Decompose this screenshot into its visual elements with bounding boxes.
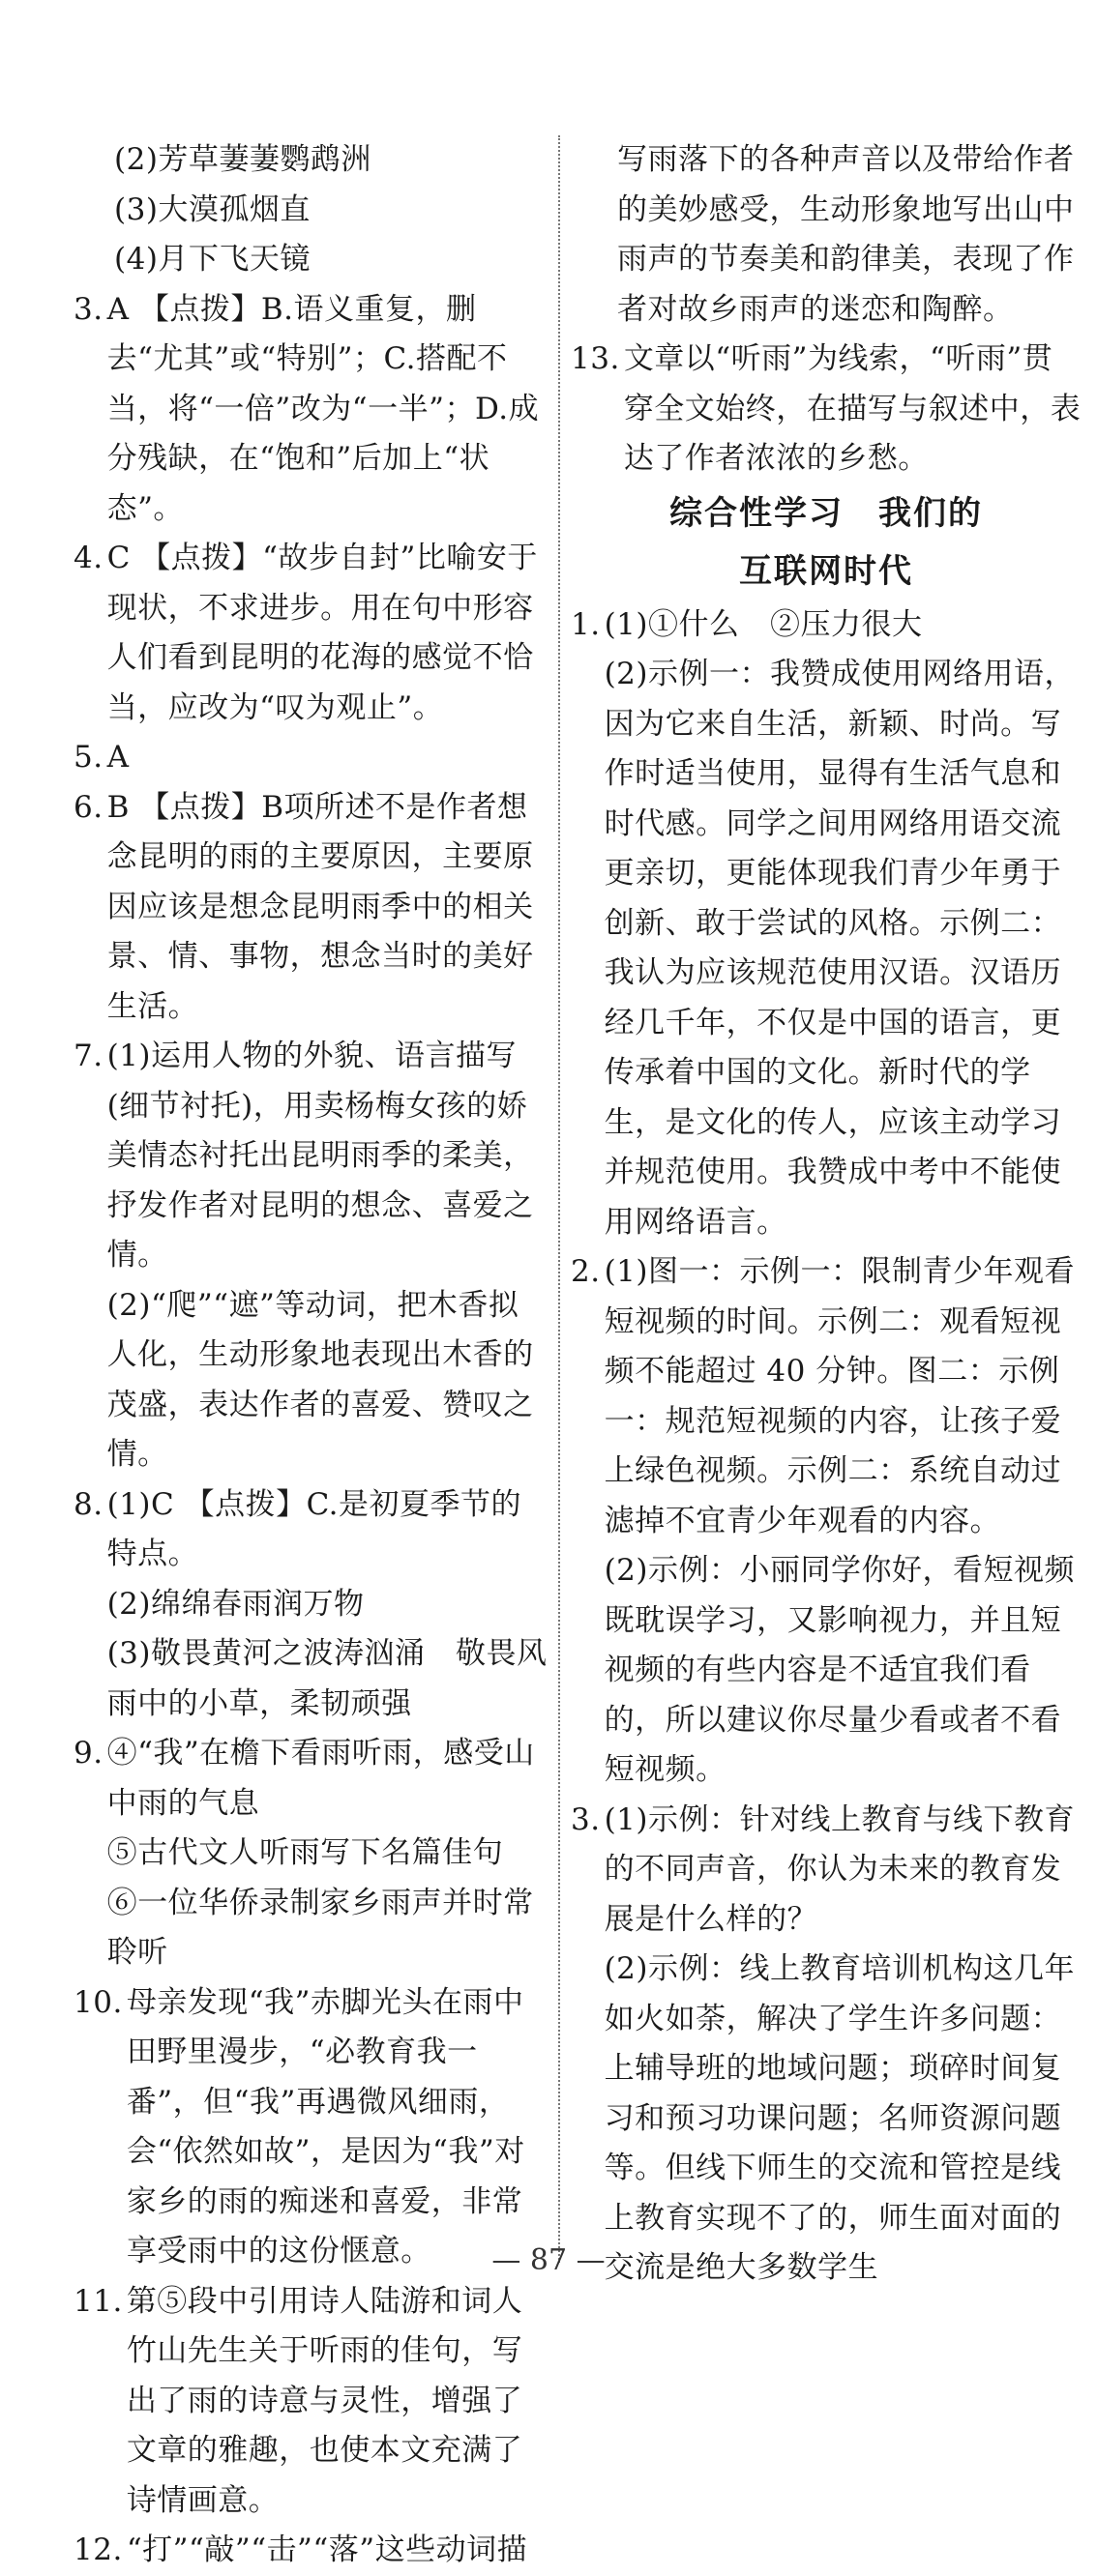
- question-number: 7.: [74, 1039, 104, 1073]
- answer-part: (2)示例：线上教育培训机构这几年如火如荼，解决了学生许多问题：上辅导班的地域问题；琐碎时间复习和预习功课问题；名师资源问题等。但线下师生的交流和管控是线上教育实现不了的，师生面对面的交流是绝大多数学生: [604, 1951, 1075, 2285]
- question-number: 5.: [74, 740, 104, 775]
- question-number: 12.: [74, 2532, 123, 2567]
- question-number: 8.: [74, 1486, 104, 1522]
- answer-part: (1)C 【点拨】C.是初夏季节的特点。: [106, 1486, 522, 1571]
- section-answer-2: [571, 1247, 1082, 1796]
- section-title: [571, 484, 1082, 600]
- question-number: 11.: [74, 2283, 123, 2319]
- answer-part: (1)示例：针对线上教育与线下教育的不同声音，你认为未来的教育发展是什么样的？: [604, 1801, 1075, 1937]
- answer-7: [74, 1032, 548, 1480]
- answer-part: ⑥一位华侨录制家乡雨声并时常聆听: [106, 1885, 534, 1970]
- answer-12: [74, 2526, 548, 2576]
- answer-part: (2)示例：小丽同学你好，看短视频既耽误学习，又影响视力，并且短视频的有些内容是不适宜我们看的，所以建议你尽量少看或者不看短视频。: [604, 1553, 1075, 1787]
- answer-line: (4)月下飞天镜: [114, 242, 311, 277]
- column-divider: [558, 135, 560, 2263]
- question-number: 4.: [74, 541, 104, 575]
- answer-11: [74, 2277, 548, 2527]
- right-column: [571, 135, 1082, 2294]
- answer-3: [74, 285, 548, 535]
- answer-text: [605, 600, 1082, 1248]
- answer-text: [605, 1796, 1082, 2294]
- section-answer-1: [571, 600, 1082, 1248]
- answer-9: [74, 1729, 548, 1978]
- question-number: 2.: [571, 1254, 601, 1289]
- answer-text: 文章以“听雨”为线索，“听雨”贯穿全文始终，在描写与叙述中，表达了作者浓浓的乡愁。: [623, 341, 1082, 476]
- question-number: 3.: [74, 291, 104, 327]
- answer-10: [74, 1978, 548, 2277]
- answer-part: (1)运用人物的外貌、语言描写(细节衬托)，用卖杨梅女孩的娇美情态衬托出昆明雨季的柔美，抒发作者对昆明的想念、喜爱之情。: [106, 1039, 534, 1273]
- answer-text: [107, 1729, 548, 1978]
- page-number: — 87 —: [491, 2243, 606, 2277]
- answer-5: [74, 733, 548, 783]
- question-number: 10.: [74, 1984, 123, 2020]
- answer-part: (3)敬畏黄河之波涛汹涌 敬畏风雨中的小草，柔韧顽强: [106, 1636, 548, 1721]
- question-number: 9.: [74, 1736, 104, 1771]
- answer-6: [74, 783, 548, 1033]
- answer-text: A 【点拨】B.语义重复，删去“尤其”或“特别”；C.搭配不当，将“一倍”改为“一半”；D.成分残缺，在“饱和”后加上“状态”。: [106, 291, 540, 526]
- answer-part: (2)示例一：我赞成使用网络用语，因为它来自生活，新颖、时尚。写作时适当使用，显得有生活气息和时代感。同学之间用网络用语交流更亲切，更能体现我们青少年勇于创新、敢于尝试的风格。示例二：我认为应该规范使用汉语。汉语历经几千年，不仅是中国的语言，更传承着中国的文化。新时代的学生，是文化的传人，应该主动学习并规范使用。我赞成中考中不能使用网络语言。: [604, 657, 1075, 1240]
- question-number: 6.: [74, 789, 104, 825]
- answer-text: “打”“敲”“击”“落”这些动词描: [126, 2532, 528, 2567]
- answer-8: [74, 1480, 548, 1730]
- answer-text: [605, 1247, 1082, 1796]
- question-number: 1.: [571, 606, 601, 642]
- section-answer-3: [571, 1796, 1082, 2294]
- answer-part: (2)“爬”“遮”等动词，把木香拟人化，生动形象地表现出木香的茂盛，表达作者的喜爱、赞叹之情。: [106, 1287, 534, 1472]
- answer-continuation: 写雨落下的各种声音以及带给作者的美妙感受，生动形象地写出山中雨声的节奏美和韵律美，表现了作者对故乡雨声的迷恋和陶醉。: [617, 142, 1075, 327]
- question-number: 3.: [571, 1801, 601, 1837]
- answer-text: B 【点拨】B项所述不是作者想念昆明的雨的主要原因，主要原因应该是想念昆明雨季中的相关景、情、事物，想念当时的美好生活。: [106, 789, 534, 1024]
- answer-text: 母亲发现“我”赤脚光头在雨中田野里漫步，“必教育我一番”，但“我”再遇微风细雨，会“依然如故”，是因为“我”对家乡的雨的痴迷和喜爱，非常享受雨中的这份惬意。: [126, 1984, 525, 2269]
- answer-line: (2)芳草萋萋鹦鹉洲: [114, 142, 371, 177]
- answer-part: ⑤古代文人听雨写下名篇佳句: [106, 1835, 504, 1870]
- answer-part: (1)①什么 ②压力很大: [604, 606, 923, 642]
- answer-text: 第⑤段中引用诗人陆游和词人竹山先生关于听雨的佳句，写出了雨的诗意与灵性，增强了文章的雅趣，也使本文充满了诗情画意。: [126, 2283, 523, 2518]
- answer-text: [107, 1032, 548, 1480]
- answer-line: (3)大漠孤烟直: [114, 191, 311, 227]
- answer-text: [107, 1480, 548, 1730]
- section-title-line: 综合性学习 我们的: [669, 493, 983, 533]
- question-number: 13.: [571, 341, 620, 376]
- answer-4: [74, 534, 548, 733]
- section-title-line: 互联网时代: [739, 551, 913, 591]
- left-column: [74, 135, 548, 2576]
- answer-part: (1)图一：示例一：限制青少年观看短视频的时间。示例二：观看短视频不能超过 40 分钟。图二：示例一：规范短视频的内容，让孩子爱上绿色视频。示例二：系统自动过滤掉不宜青少年观看的内容。: [604, 1254, 1075, 1538]
- answer-part: (2)绵绵春雨润万物: [106, 1586, 365, 1622]
- answer-text: C 【点拨】“故步自封”比喻安于现状，不求进步。用在句中形容人们看到昆明的花海的感觉不恰当，应改为“叹为观止”。: [106, 541, 538, 725]
- answer-13: [571, 335, 1082, 484]
- answer-part: ④“我”在檐下看雨听雨，感受山中雨的气息: [106, 1736, 535, 1821]
- answer-text: A: [106, 740, 130, 775]
